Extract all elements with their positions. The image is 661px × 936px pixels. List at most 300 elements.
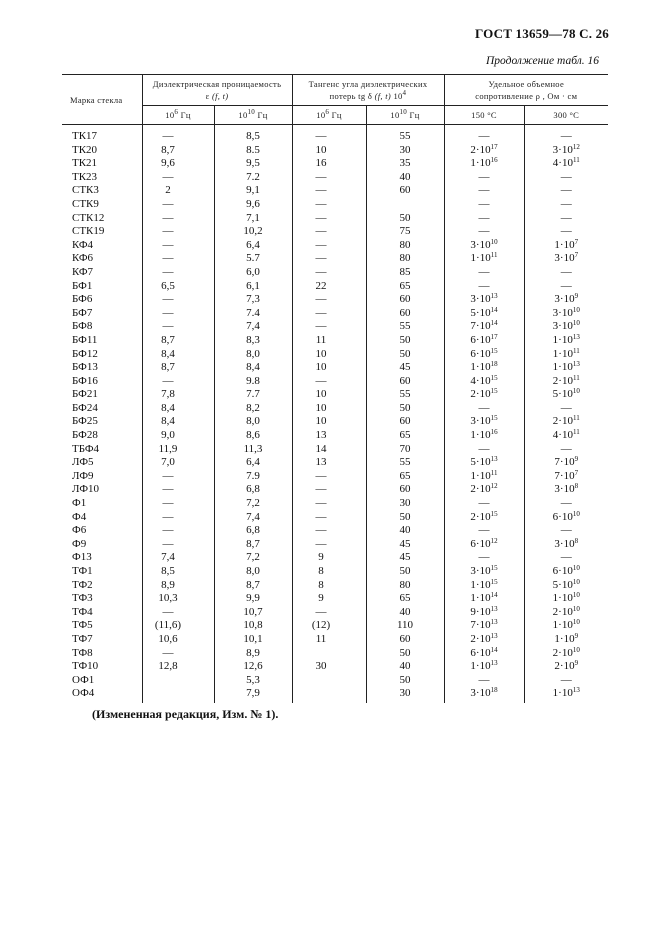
cell-res-300: — xyxy=(524,497,608,511)
cell-mark: ОФ4 xyxy=(72,687,95,700)
table-row xyxy=(62,619,608,633)
cell-perm-lo: 11,9 xyxy=(142,443,214,457)
cell-perm-lo: 10,3 xyxy=(142,592,214,606)
table-row xyxy=(62,470,608,484)
cell-perm-lo: 10,6 xyxy=(142,633,214,647)
cell-res-300: $3\cdot 10^8$ xyxy=(524,483,608,497)
table-row xyxy=(62,579,608,593)
cell-mark: БФ12 xyxy=(72,347,98,360)
header-permittivity: Диэлектрическая проницаемость ε (f, t) xyxy=(142,75,292,106)
cell-res-150: $3\cdot 10^{18}$ xyxy=(444,687,524,703)
cell-tan-hi: 65 xyxy=(366,592,444,606)
table-row xyxy=(62,429,608,443)
cell-perm-hi: 7,2 xyxy=(214,497,292,511)
cell-tan-hi: 65 xyxy=(366,429,444,443)
cell-mark: БФ6 xyxy=(72,293,93,306)
cell-tan-lo: 9 xyxy=(292,592,366,606)
cell-perm-lo: — xyxy=(142,375,214,389)
cell-tan-hi: 45 xyxy=(366,551,444,565)
cell-res-150: $1\cdot 10^{11}$ xyxy=(444,252,524,266)
cell-res-300: $3\cdot 10^{10}$ xyxy=(524,307,608,321)
cell-mark: БФ28 xyxy=(72,429,98,442)
cell-perm-hi: 6,8 xyxy=(214,483,292,497)
cell-tan-hi: 110 xyxy=(366,619,444,633)
cell-perm-lo: — xyxy=(142,266,214,280)
cell-perm-lo xyxy=(142,674,214,688)
table-row xyxy=(62,125,608,144)
cell-res-150: $6\cdot 10^{15}$ xyxy=(444,348,524,362)
cell-tan-lo: — xyxy=(292,470,366,484)
header-loss-tangent: Тангенс угла диэлектрических потерь tg δ (f, t) $10^4$ xyxy=(292,75,444,106)
cell-perm-hi: 10,7 xyxy=(214,606,292,620)
cell-mark: КФ6 xyxy=(72,252,94,265)
cell-perm-hi: 7,3 xyxy=(214,293,292,307)
table-row xyxy=(62,388,608,402)
cell-perm-lo: 8,7 xyxy=(142,361,214,375)
cell-tan-lo: — xyxy=(292,171,366,185)
cell-mark: БФ21 xyxy=(72,388,98,401)
cell-tan-lo: — xyxy=(292,293,366,307)
cell-perm-hi: 8,0 xyxy=(214,565,292,579)
cell-perm-hi: 8,6 xyxy=(214,429,292,443)
table-row xyxy=(62,483,608,497)
cell-tan-lo: — xyxy=(292,225,366,239)
cell-res-150: $1\cdot 10^{18}$ xyxy=(444,361,524,375)
cell-res-300: $3\cdot 10^{10}$ xyxy=(524,320,608,334)
cell-tan-hi: 75 xyxy=(366,225,444,239)
cell-res-150: — xyxy=(444,551,524,565)
table-row xyxy=(62,184,608,198)
table-row xyxy=(62,225,608,239)
cell-mark: ТФ2 xyxy=(72,578,93,591)
cell-res-150: $3\cdot 10^{15}$ xyxy=(444,415,524,429)
cell-res-150: $1\cdot 10^{11}$ xyxy=(444,470,524,484)
cell-tan-lo: 11 xyxy=(292,633,366,647)
cell-tan-hi: 50 xyxy=(366,511,444,525)
cell-perm-lo: — xyxy=(142,511,214,525)
cell-tan-hi: 50 xyxy=(366,565,444,579)
cell-tan-lo: — xyxy=(292,511,366,525)
cell-res-150: — xyxy=(444,280,524,294)
cell-perm-lo: — xyxy=(142,497,214,511)
cell-perm-hi: 9.8 xyxy=(214,375,292,389)
cell-perm-lo: — xyxy=(142,171,214,185)
table-row xyxy=(62,375,608,389)
cell-tan-hi: 65 xyxy=(366,470,444,484)
cell-mark: ТФ1 xyxy=(72,565,93,577)
cell-res-300: $6\cdot 10^{10}$ xyxy=(524,565,608,579)
cell-res-150: — xyxy=(444,674,524,688)
cell-res-300: $2\cdot 10^{11}$ xyxy=(524,375,608,389)
subheader-perm-lo: $10^6$ Гц xyxy=(142,106,214,125)
cell-tan-hi: 60 xyxy=(366,307,444,321)
cell-tan-hi: 80 xyxy=(366,579,444,593)
cell-tan-hi: 60 xyxy=(366,375,444,389)
cell-perm-hi: 10,2 xyxy=(214,225,292,239)
table-row xyxy=(62,592,608,606)
cell-perm-hi: 8,0 xyxy=(214,415,292,429)
cell-tan-hi: 55 xyxy=(366,320,444,334)
cell-perm-hi: 8,9 xyxy=(214,647,292,661)
cell-res-300: $7\cdot 10^7$ xyxy=(524,470,608,484)
cell-tan-hi: 30 xyxy=(366,687,444,703)
cell-mark: СТК12 xyxy=(72,211,105,224)
cell-tan-lo: — xyxy=(292,307,366,321)
cell-tan-lo: — xyxy=(292,212,366,226)
cell-mark: ТБФ4 xyxy=(72,442,100,455)
cell-perm-hi: 8.5 xyxy=(214,144,292,158)
cell-res-300: $1\cdot 10^7$ xyxy=(524,239,608,253)
cell-perm-lo: — xyxy=(142,125,214,144)
cell-tan-lo xyxy=(292,674,366,688)
cell-mark: БФ8 xyxy=(72,320,93,333)
cell-tan-hi: 40 xyxy=(366,660,444,674)
cell-perm-hi: 7,9 xyxy=(214,687,292,703)
cell-mark: ТК20 xyxy=(72,143,98,156)
cell-res-150: — xyxy=(444,443,524,457)
cell-perm-lo xyxy=(142,687,214,703)
cell-res-300: $4\cdot 10^{11}$ xyxy=(524,429,608,443)
cell-res-300: $1\cdot 10^{10}$ xyxy=(524,592,608,606)
table-row xyxy=(62,402,608,416)
cell-tan-lo: 14 xyxy=(292,443,366,457)
cell-res-150: $6\cdot 10^{17}$ xyxy=(444,334,524,348)
cell-perm-lo: 8,4 xyxy=(142,402,214,416)
cell-tan-hi: 50 xyxy=(366,334,444,348)
cell-tan-hi: 55 xyxy=(366,125,444,144)
cell-tan-lo: — xyxy=(292,266,366,280)
cell-res-150: — xyxy=(444,212,524,226)
cell-res-300: $5\cdot 10^{10}$ xyxy=(524,388,608,402)
cell-res-150: — xyxy=(444,171,524,185)
cell-perm-lo: — xyxy=(142,198,214,212)
cell-tan-hi: 50 xyxy=(366,212,444,226)
table-row xyxy=(62,307,608,321)
cell-mark: СТК19 xyxy=(72,225,105,238)
cell-perm-hi: 7,4 xyxy=(214,320,292,334)
cell-perm-lo: 9,6 xyxy=(142,157,214,171)
cell-perm-hi: 5.7 xyxy=(214,252,292,266)
cell-tan-hi: 40 xyxy=(366,606,444,620)
cell-perm-lo: — xyxy=(142,606,214,620)
cell-res-300: $1\cdot 10^{11}$ xyxy=(524,348,608,362)
cell-perm-hi: 8,4 xyxy=(214,361,292,375)
table-continuation-label: Продолжение табл. 16 xyxy=(486,55,599,67)
cell-res-300: — xyxy=(524,280,608,294)
cell-perm-lo: 12,8 xyxy=(142,660,214,674)
cell-perm-hi: 7,1 xyxy=(214,212,292,226)
cell-perm-hi: 7.7 xyxy=(214,388,292,402)
cell-perm-lo: 7,0 xyxy=(142,456,214,470)
table-row xyxy=(62,157,608,171)
cell-perm-lo: — xyxy=(142,538,214,552)
table-row xyxy=(62,674,608,688)
table-row xyxy=(62,660,608,674)
cell-res-150: $3\cdot 10^{13}$ xyxy=(444,293,524,307)
cell-res-150: $1\cdot 10^{16}$ xyxy=(444,429,524,443)
cell-mark: БФ16 xyxy=(72,374,98,387)
cell-perm-lo: — xyxy=(142,293,214,307)
cell-tan-hi: 60 xyxy=(366,415,444,429)
cell-tan-lo: 10 xyxy=(292,144,366,158)
cell-mark: БФ24 xyxy=(72,401,98,414)
cell-res-150: — xyxy=(444,184,524,198)
cell-tan-lo xyxy=(292,647,366,661)
cell-res-150: $3\cdot 10^{10}$ xyxy=(444,239,524,253)
cell-mark: КФ4 xyxy=(72,238,94,251)
cell-perm-hi: 7,2 xyxy=(214,551,292,565)
cell-perm-lo: 6,5 xyxy=(142,280,214,294)
cell-perm-lo: 8,7 xyxy=(142,144,214,158)
cell-perm-lo: — xyxy=(142,470,214,484)
cell-perm-hi: 8,7 xyxy=(214,579,292,593)
cell-mark: БФ25 xyxy=(72,415,98,428)
cell-res-300: $3\cdot 10^8$ xyxy=(524,538,608,552)
cell-res-150: — xyxy=(444,125,524,144)
cell-tan-hi: 80 xyxy=(366,239,444,253)
cell-tan-lo: 30 xyxy=(292,660,366,674)
cell-res-300: — xyxy=(524,198,608,212)
cell-res-300: — xyxy=(524,524,608,538)
cell-perm-lo: 7,8 xyxy=(142,388,214,402)
cell-perm-lo: — xyxy=(142,524,214,538)
cell-perm-hi: 6,4 xyxy=(214,239,292,253)
cell-tan-hi: 30 xyxy=(366,144,444,158)
table-row xyxy=(62,280,608,294)
cell-perm-lo: 9,0 xyxy=(142,429,214,443)
cell-tan-lo: (12) xyxy=(292,619,366,633)
table-row xyxy=(62,239,608,253)
cell-res-150: $4\cdot 10^{15}$ xyxy=(444,375,524,389)
cell-res-150: — xyxy=(444,402,524,416)
cell-mark: Ф9 xyxy=(72,537,87,550)
cell-mark: ТФ7 xyxy=(72,632,93,645)
table-row xyxy=(62,511,608,525)
cell-mark: ТФ8 xyxy=(72,646,93,659)
cell-mark: Ф13 xyxy=(72,551,92,564)
cell-res-300: — xyxy=(524,443,608,457)
cell-tan-lo: 16 xyxy=(292,157,366,171)
cell-tan-lo: 10 xyxy=(292,348,366,362)
cell-tan-hi: 60 xyxy=(366,633,444,647)
table-row xyxy=(62,687,608,703)
cell-tan-lo: — xyxy=(292,375,366,389)
table-row xyxy=(62,334,608,348)
cell-tan-lo: — xyxy=(292,184,366,198)
table-row xyxy=(62,538,608,552)
cell-perm-hi: 8,5 xyxy=(214,125,292,144)
cell-mark: ТК21 xyxy=(72,157,98,170)
cell-tan-hi: 45 xyxy=(366,361,444,375)
cell-perm-hi: 8,7 xyxy=(214,538,292,552)
cell-res-300: $7\cdot 10^9$ xyxy=(524,456,608,470)
cell-tan-hi: 40 xyxy=(366,171,444,185)
cell-perm-hi: 5,3 xyxy=(214,674,292,688)
cell-res-300: — xyxy=(524,225,608,239)
cell-mark: БФ11 xyxy=(72,333,98,346)
cell-tan-hi: 65 xyxy=(366,280,444,294)
cell-mark: ТК17 xyxy=(72,130,98,142)
cell-res-300: $1\cdot 10^9$ xyxy=(524,633,608,647)
cell-tan-hi: 70 xyxy=(366,443,444,457)
cell-res-300: $6\cdot 10^{10}$ xyxy=(524,511,608,525)
cell-tan-lo: — xyxy=(292,252,366,266)
cell-perm-hi: 6,0 xyxy=(214,266,292,280)
cell-res-300: — xyxy=(524,674,608,688)
cell-res-150: $2\cdot 10^{13}$ xyxy=(444,633,524,647)
cell-tan-hi: 80 xyxy=(366,252,444,266)
cell-res-300: — xyxy=(524,171,608,185)
cell-mark: КФ7 xyxy=(72,265,94,278)
cell-res-300: $4\cdot 10^{11}$ xyxy=(524,157,608,171)
table-row xyxy=(62,171,608,185)
table-row xyxy=(62,497,608,511)
cell-res-150: — xyxy=(444,497,524,511)
cell-mark: БФ1 xyxy=(72,279,93,292)
cell-perm-lo: 8,9 xyxy=(142,579,214,593)
table-row xyxy=(62,252,608,266)
glass-properties-table xyxy=(62,74,608,703)
cell-perm-hi: 9,1 xyxy=(214,184,292,198)
subheader-res-300: 300 °С xyxy=(524,106,608,125)
cell-perm-hi: 8,0 xyxy=(214,348,292,362)
page-header: ГОСТ 13659—78 С. 26 xyxy=(475,26,609,41)
table-row xyxy=(62,320,608,334)
cell-res-150: $2\cdot 10^{17}$ xyxy=(444,144,524,158)
table-row xyxy=(62,565,608,579)
cell-mark: ТФ5 xyxy=(72,619,93,632)
subheader-tan-lo: $10^6$ Гц xyxy=(292,106,366,125)
cell-tan-lo: 9 xyxy=(292,551,366,565)
cell-tan-lo: 13 xyxy=(292,429,366,443)
table-row xyxy=(62,266,608,280)
cell-tan-hi: 35 xyxy=(366,157,444,171)
cell-tan-lo: — xyxy=(292,524,366,538)
table-row xyxy=(62,443,608,457)
cell-perm-hi: 8,2 xyxy=(214,402,292,416)
cell-res-300: — xyxy=(524,184,608,198)
cell-perm-hi: 6,1 xyxy=(214,280,292,294)
table-row xyxy=(62,348,608,362)
cell-res-150: — xyxy=(444,266,524,280)
cell-perm-lo: 8,5 xyxy=(142,565,214,579)
cell-perm-hi: 11,3 xyxy=(214,443,292,457)
cell-tan-lo: 10 xyxy=(292,388,366,402)
cell-perm-lo: — xyxy=(142,483,214,497)
cell-perm-lo: 2 xyxy=(142,184,214,198)
cell-perm-lo: — xyxy=(142,647,214,661)
cell-res-150: $1\cdot 10^{15}$ xyxy=(444,579,524,593)
cell-res-150: — xyxy=(444,524,524,538)
cell-tan-lo: — xyxy=(292,125,366,144)
cell-mark: БФ7 xyxy=(72,306,93,319)
cell-mark: ЛФ10 xyxy=(72,483,100,496)
cell-res-300: $1\cdot 10^{13}$ xyxy=(524,361,608,375)
cell-perm-lo: — xyxy=(142,225,214,239)
table-row xyxy=(62,524,608,538)
cell-perm-lo: 8,4 xyxy=(142,415,214,429)
cell-perm-lo: 8,4 xyxy=(142,348,214,362)
cell-perm-hi: 10,1 xyxy=(214,633,292,647)
cell-res-150: $9\cdot 10^{13}$ xyxy=(444,606,524,620)
table-row xyxy=(62,144,608,158)
cell-mark: ТФ3 xyxy=(72,592,93,605)
table-row xyxy=(62,198,608,212)
cell-mark: Ф4 xyxy=(72,510,87,523)
cell-res-300: — xyxy=(524,402,608,416)
cell-perm-hi: 9,9 xyxy=(214,592,292,606)
cell-tan-hi: 45 xyxy=(366,538,444,552)
cell-tan-lo: 13 xyxy=(292,456,366,470)
cell-res-300: — xyxy=(524,551,608,565)
cell-mark: ЛФ9 xyxy=(72,469,94,482)
cell-res-150: $7\cdot 10^{13}$ xyxy=(444,619,524,633)
cell-res-150: $3\cdot 10^{15}$ xyxy=(444,565,524,579)
cell-tan-hi: 50 xyxy=(366,674,444,688)
cell-perm-lo: 7,4 xyxy=(142,551,214,565)
table-row xyxy=(62,415,608,429)
cell-tan-lo: 8 xyxy=(292,579,366,593)
cell-perm-hi: 9,5 xyxy=(214,157,292,171)
cell-res-150: $2\cdot 10^{15}$ xyxy=(444,511,524,525)
cell-res-300: $2\cdot 10^9$ xyxy=(524,660,608,674)
cell-res-150: $6\cdot 10^{12}$ xyxy=(444,538,524,552)
cell-res-300: $1\cdot 10^{10}$ xyxy=(524,619,608,633)
cell-tan-hi: 40 xyxy=(366,524,444,538)
cell-res-300: $5\cdot 10^{10}$ xyxy=(524,579,608,593)
cell-mark: БФ13 xyxy=(72,361,98,374)
table-row xyxy=(62,456,608,470)
cell-tan-lo: — xyxy=(292,198,366,212)
table-row xyxy=(62,212,608,226)
cell-tan-hi: 60 xyxy=(366,293,444,307)
cell-perm-lo: — xyxy=(142,320,214,334)
cell-res-150: $2\cdot 10^{12}$ xyxy=(444,483,524,497)
cell-res-300: $2\cdot 10^{10}$ xyxy=(524,647,608,661)
cell-perm-hi: 8,3 xyxy=(214,334,292,348)
cell-res-150: $5\cdot 10^{14}$ xyxy=(444,307,524,321)
cell-res-150: $1\cdot 10^{13}$ xyxy=(444,660,524,674)
cell-res-150: $6\cdot 10^{14}$ xyxy=(444,647,524,661)
cell-res-150: $5\cdot 10^{13}$ xyxy=(444,456,524,470)
cell-perm-hi: 10,8 xyxy=(214,619,292,633)
header-resistivity: Удельное объемное сопротивление ρ , Ом · см xyxy=(444,75,608,106)
table-row xyxy=(62,647,608,661)
cell-res-300: $2\cdot 10^{11}$ xyxy=(524,415,608,429)
cell-tan-hi: 50 xyxy=(366,402,444,416)
cell-tan-lo: — xyxy=(292,483,366,497)
cell-tan-hi: 60 xyxy=(366,184,444,198)
cell-perm-hi: 6,8 xyxy=(214,524,292,538)
cell-res-300: $1\cdot 10^{13}$ xyxy=(524,334,608,348)
cell-res-150: — xyxy=(444,198,524,212)
cell-perm-lo: (11,6) xyxy=(142,619,214,633)
cell-tan-lo: 8 xyxy=(292,565,366,579)
cell-res-150: $7\cdot 10^{14}$ xyxy=(444,320,524,334)
cell-tan-lo xyxy=(292,687,366,703)
cell-perm-lo: 8,7 xyxy=(142,334,214,348)
cell-mark: СТК3 xyxy=(72,184,99,197)
table-row xyxy=(62,606,608,620)
cell-res-300: — xyxy=(524,266,608,280)
cell-res-300: $3\cdot 10^{12}$ xyxy=(524,144,608,158)
cell-tan-lo: 10 xyxy=(292,361,366,375)
table-row xyxy=(62,551,608,565)
cell-mark: Ф6 xyxy=(72,524,87,537)
cell-mark: ОФ1 xyxy=(72,673,95,686)
cell-tan-hi xyxy=(366,198,444,212)
cell-perm-hi: 7,4 xyxy=(214,511,292,525)
